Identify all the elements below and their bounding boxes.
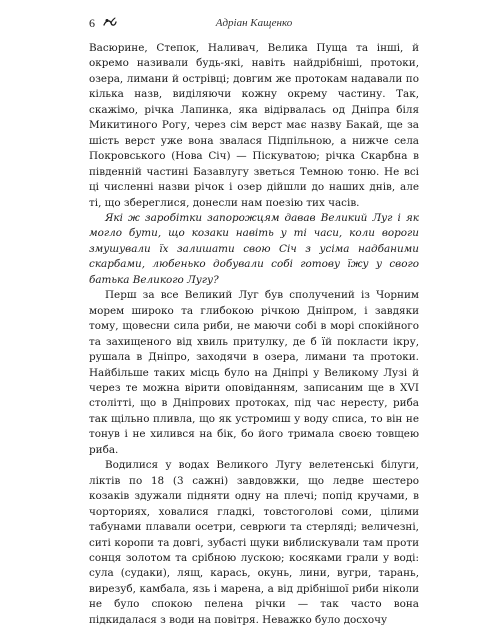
paragraph-1: Васюрине, Степок, Наливач, Велика Пуща та інші, й окремо називали будь-які, навіть найдрібніші, протоки, озера, лимани й острівці; довгим же протокам надавали по кілька назв, виділяючи кожну окрему частину. Так, скажімо, річка Лапинка, яка відірвалась од Дніпра біля Микитиного Рогу, через сім верст має назву Бакай, ще за шість верст уже вона звалася Підпільною, а нижче села Покровського (Нова Січ) — Піскуватою; річка Скарбна в південній частині Базавлугу зветься Темною тоню. Не всі ці численні назви річок і озер дійшли до наших днів, але ті, що збереглися, донесли нам поезію тих часів. bbox=[89, 42, 419, 209]
paragraph-3: Перш за все Великий Луг був сполучений із Чорним морем широко та глибокою річкою Дніпром, і завдяки тому, щовесни сила риби, не маючи собі в морі спокійного та захищеного від хвиль притулку, де б їй покласти ікру, рушала в Дніпро, заходячи в озера, лимани та протоки. Найбільше таких місць було на Дніпрі у Великому Лузі й через те можна вірити оповіданням, записаним ще в XVI столітті, що в Дніпрових протоках, під час нересту, риба так щільно пливла, що як устромиш у воду списа, то він не тонув і не хилився на бік, бо його тримала своєю товщею риба. bbox=[89, 289, 419, 456]
paragraph-2: Які ж заробітки запорожцям давав Великий Луг і як могло бути, що козаки навіть у ті часи, коли вороги змушували їх залишати свою Січ з усіма надбаними скарбами, любенько добували собі готову їжу у свого батька Великого Лугу? bbox=[89, 211, 419, 286]
paragraph-4: Водилися у водах Великого Лугу велетенські білуги, ліктів по 18 (3 сажні) завдовжки, що ледве шестеро козаків здужали підняти одну на плечі; попід кручами, в чорториях, ховалися гладкі, товстоголові соми, цілими табунами плавали осетри, севрюги та стерляді; величезні, ситі коропи та довгі, зубасті щуки виблискували там проти сонця золотом та срібною лускою; косяками грали у воді: сула (судаки), лящ, карась, окунь, лини, вугри, тарань, вирезуб, камбала, язь і марена, а від дрібнішої риби ніколи не було спокою пелена річки — так часто вона підкидалася з води на повітря. Неважко було досхочу bbox=[89, 459, 419, 626]
page-header bbox=[89, 15, 419, 31]
page-number: 6 bbox=[89, 16, 95, 30]
body-text bbox=[89, 41, 419, 628]
running-head-author: Адріан Кащенко bbox=[215, 17, 293, 29]
